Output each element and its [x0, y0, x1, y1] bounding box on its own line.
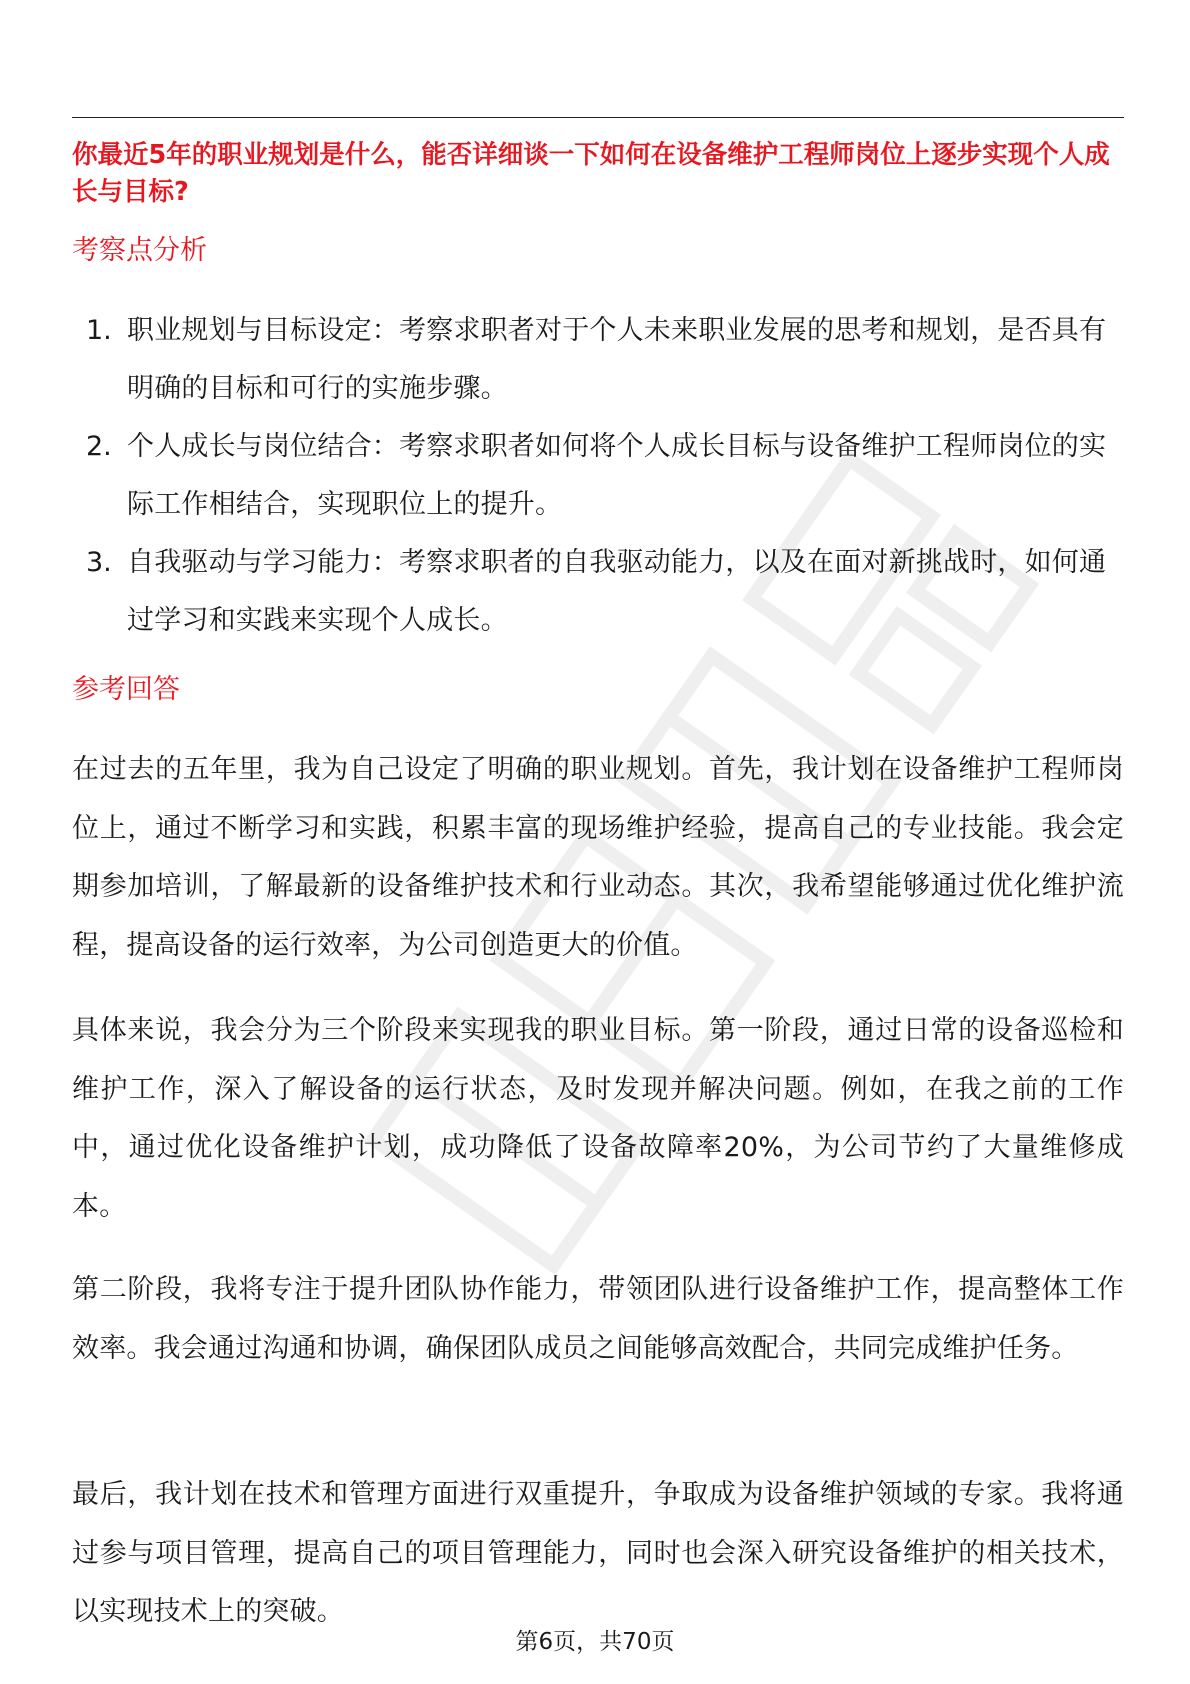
- answer-heading: 参考回答: [72, 674, 180, 705]
- point-number: 3.: [86, 547, 112, 578]
- point-text: 个人成长与岗位结合：考察求职者如何将个人成长目标与设备维护工程师岗位的实际工作相结合，实现职位上的提升。: [127, 431, 1107, 520]
- analysis-point: [72, 534, 1124, 650]
- answer-paragraph: 在过去的五年里，我为自己设定了明确的职业规划。首先，我计划在设备维护工程师岗位上，通过不断学习和实践，积累丰富的现场维护经验，提高自己的专业技能。我会定期参加培训，了解最新的设备维护技术和行业动态。其次，我希望能够通过优化维护流程，提高设备的运行效率，为公司创造更大的价值。: [72, 754, 1124, 961]
- point-number: 1.: [86, 315, 112, 346]
- question-title: 你最近5年的职业规划是什么，能否详细谈一下如何在设备维护工程师岗位上逐步实现个人成长与目标?: [72, 140, 1110, 207]
- analysis-list: [72, 302, 1124, 650]
- point-text: 自我驱动与学习能力：考察求职者的自我驱动能力，以及在面对新挑战时，如何通过学习和实践来实现个人成长。: [127, 547, 1107, 636]
- top-divider: [72, 117, 1124, 118]
- answer-paragraph: 具体来说，我会分为三个阶段来实现我的职业目标。第一阶段，通过日常的设备巡检和维护工作，深入了解设备的运行状态，及时发现并解决问题。例如，在我之前的工作中，通过优化设备维护计划，成功降低了设备故障率20%，为公司节约了大量维修成本。: [72, 1015, 1124, 1222]
- page-number-footer: 第6页，共70页: [515, 1629, 675, 1655]
- answer-paragraph: 最后，我计划在技术和管理方面进行双重提升，争取成为设备维护领域的专家。我将通过参与项目管理，提高自己的项目管理能力，同时也会深入研究设备维护的相关技术，以实现技术上的突破。: [72, 1479, 1124, 1627]
- analysis-point: [72, 418, 1124, 534]
- analysis-point: [72, 302, 1124, 418]
- point-number: 2.: [86, 431, 112, 462]
- answer-paragraph: 第二阶段，我将专注于提升团队协作能力，带领团队进行设备维护工作，提高整体工作效率。我会通过沟通和协调，确保团队成员之间能够高效配合，共同完成维护任务。: [72, 1274, 1124, 1364]
- analysis-heading: 考察点分析: [72, 235, 207, 266]
- point-text: 职业规划与目标设定：考察求职者对于个人未来职业发展的思考和规划，是否具有明确的目标和可行的实施步骤。: [127, 315, 1107, 404]
